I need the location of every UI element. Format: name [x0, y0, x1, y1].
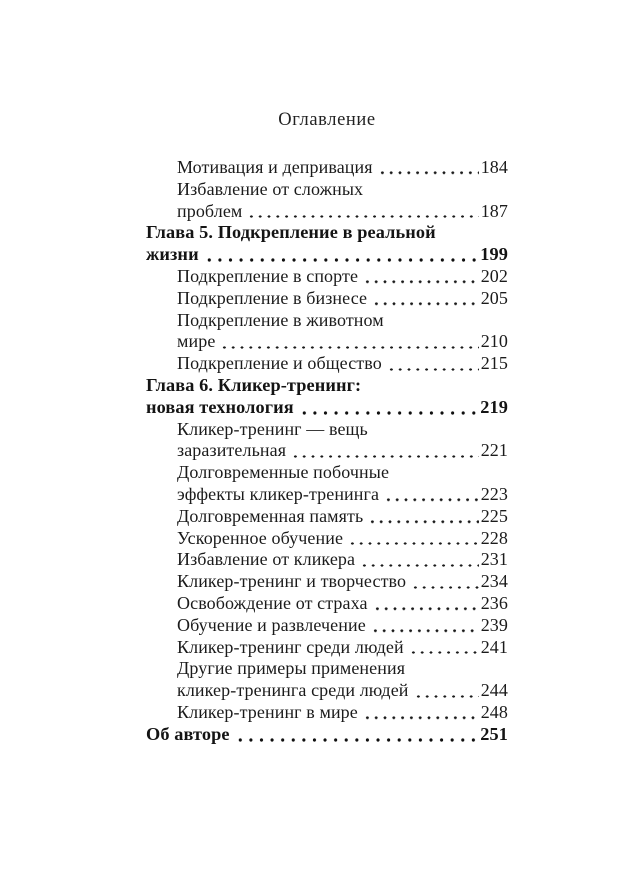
- leader-dots: [368, 593, 481, 615]
- toc-entry-line: [146, 615, 508, 637]
- page-number: 231: [480, 549, 508, 570]
- toc-entry-line: [146, 179, 508, 201]
- toc-entry-line: [146, 266, 508, 288]
- leader-dots: [215, 331, 480, 353]
- toc-entry-line: [146, 375, 508, 397]
- leader-dots: [242, 201, 480, 223]
- toc-entry-label: Подкрепление и общество: [177, 353, 382, 374]
- leader-dots: [366, 615, 481, 637]
- toc-entry-line: [146, 201, 508, 223]
- page-number: 244: [480, 680, 508, 701]
- leader-dots: [355, 549, 481, 571]
- toc-entry-label: Обучение и развлечение: [177, 614, 366, 635]
- toc-entry-label: Избавление от сложных: [177, 178, 364, 199]
- toc-entry-line: [146, 658, 508, 680]
- toc-entry-line: [146, 593, 508, 615]
- toc-entry-line: [146, 724, 508, 746]
- toc-entry-line: [146, 637, 508, 659]
- toc-entry-line: [146, 528, 508, 550]
- page-number: 241: [480, 636, 508, 657]
- toc-entry-label: Долговременная память: [177, 505, 364, 526]
- toc-entry-line: [146, 288, 508, 310]
- leader-dots: [358, 702, 481, 724]
- toc-entry-label: Другие примеры применения: [177, 658, 406, 679]
- page-number: 184: [480, 157, 508, 177]
- toc-entry-label: новая технология: [146, 396, 294, 417]
- page-number: 248: [480, 701, 508, 722]
- page-number: 202: [480, 265, 508, 286]
- toc-entry-line: [146, 310, 508, 332]
- toc-entry-label: Глава 5. Подкрепление в реальной: [146, 222, 436, 243]
- toc-entry-line: [146, 462, 508, 484]
- toc-entry-label: мире: [177, 331, 216, 352]
- page-number: 187: [480, 200, 508, 221]
- page-number: 228: [480, 527, 508, 548]
- toc-entry-line: [146, 244, 508, 266]
- toc-entry-label: Кликер-тренинг и творчество: [177, 571, 407, 592]
- toc-entry-line: [146, 440, 508, 462]
- toc-entry-line: [146, 397, 508, 419]
- toc-entry-label: Долговременные побочные: [177, 462, 390, 483]
- toc-entry-label: Подкрепление в животном: [177, 309, 384, 330]
- page-number: 221: [480, 440, 508, 461]
- toc-entry-label: Избавление от кликера: [177, 549, 356, 570]
- toc-entry-label: жизни: [146, 244, 199, 265]
- toc-entry-label: эффекты кликер-тренинга: [177, 483, 380, 504]
- page-title: Оглавление: [278, 110, 376, 130]
- toc-entry-label: Кликер-тренинг — вещь: [177, 418, 368, 439]
- page-number: 205: [480, 287, 508, 308]
- page-number: 215: [480, 353, 508, 374]
- page-number: 234: [480, 571, 508, 592]
- toc-entry-line: [146, 484, 508, 506]
- leader-dots: [382, 353, 481, 375]
- toc-entry-line: [146, 331, 508, 353]
- toc-entry-label: Мотивация и депривация: [177, 157, 373, 177]
- leader-dots: [363, 506, 480, 528]
- toc-entry-label: Освобождение от страха: [177, 592, 368, 613]
- toc-entry-label: Об авторе: [146, 723, 230, 744]
- toc-entry-line: [146, 702, 508, 724]
- toc-entry-label: Кликер-тренинг среди людей: [177, 636, 404, 657]
- leader-dots: [358, 266, 481, 288]
- leader-dots: [379, 484, 481, 506]
- toc-entry-line: [146, 157, 508, 179]
- leader-dots: [286, 440, 481, 462]
- toc-entry-line: [146, 419, 508, 441]
- leader-dots: [343, 528, 481, 550]
- leader-dots: [409, 680, 481, 702]
- toc-entry-line: [146, 549, 508, 571]
- toc-entry-label: Ускоренное обучение: [177, 527, 344, 548]
- toc-entry-line: [146, 680, 508, 702]
- toc-entry-label: Подкрепление в бизнесе: [177, 287, 368, 308]
- page-number: 251: [480, 723, 508, 744]
- page-number: 219: [480, 396, 508, 417]
- leader-dots: [373, 157, 481, 179]
- page-number: 199: [480, 244, 508, 265]
- leader-dots: [367, 288, 481, 310]
- toc-entry-label: проблем: [177, 200, 243, 221]
- leader-dots: [406, 571, 481, 593]
- leader-dots: [294, 397, 481, 419]
- toc-entry-label: Кликер-тренинг в мире: [177, 701, 358, 722]
- toc-entry-label: Глава 6. Кликер-тренинг:: [146, 374, 362, 395]
- leader-dots: [404, 637, 481, 659]
- toc-entry-label: Подкрепление в спорте: [177, 265, 359, 286]
- toc-list: [146, 157, 508, 746]
- toc-entry-line: [146, 571, 508, 593]
- leader-dots: [230, 724, 481, 746]
- page-number: 239: [480, 614, 508, 635]
- toc-entry-line: [146, 222, 508, 244]
- page-number: 225: [480, 505, 508, 526]
- leader-dots: [199, 244, 481, 266]
- page-number: 236: [480, 592, 508, 613]
- page-number: 210: [480, 331, 508, 352]
- toc-entry-label: кликер-тренинга среди людей: [177, 680, 409, 701]
- toc-entry-line: [146, 506, 508, 528]
- toc-entry-label: заразительная: [177, 440, 287, 461]
- toc-entry-line: [146, 353, 508, 375]
- page-number: 223: [480, 483, 508, 504]
